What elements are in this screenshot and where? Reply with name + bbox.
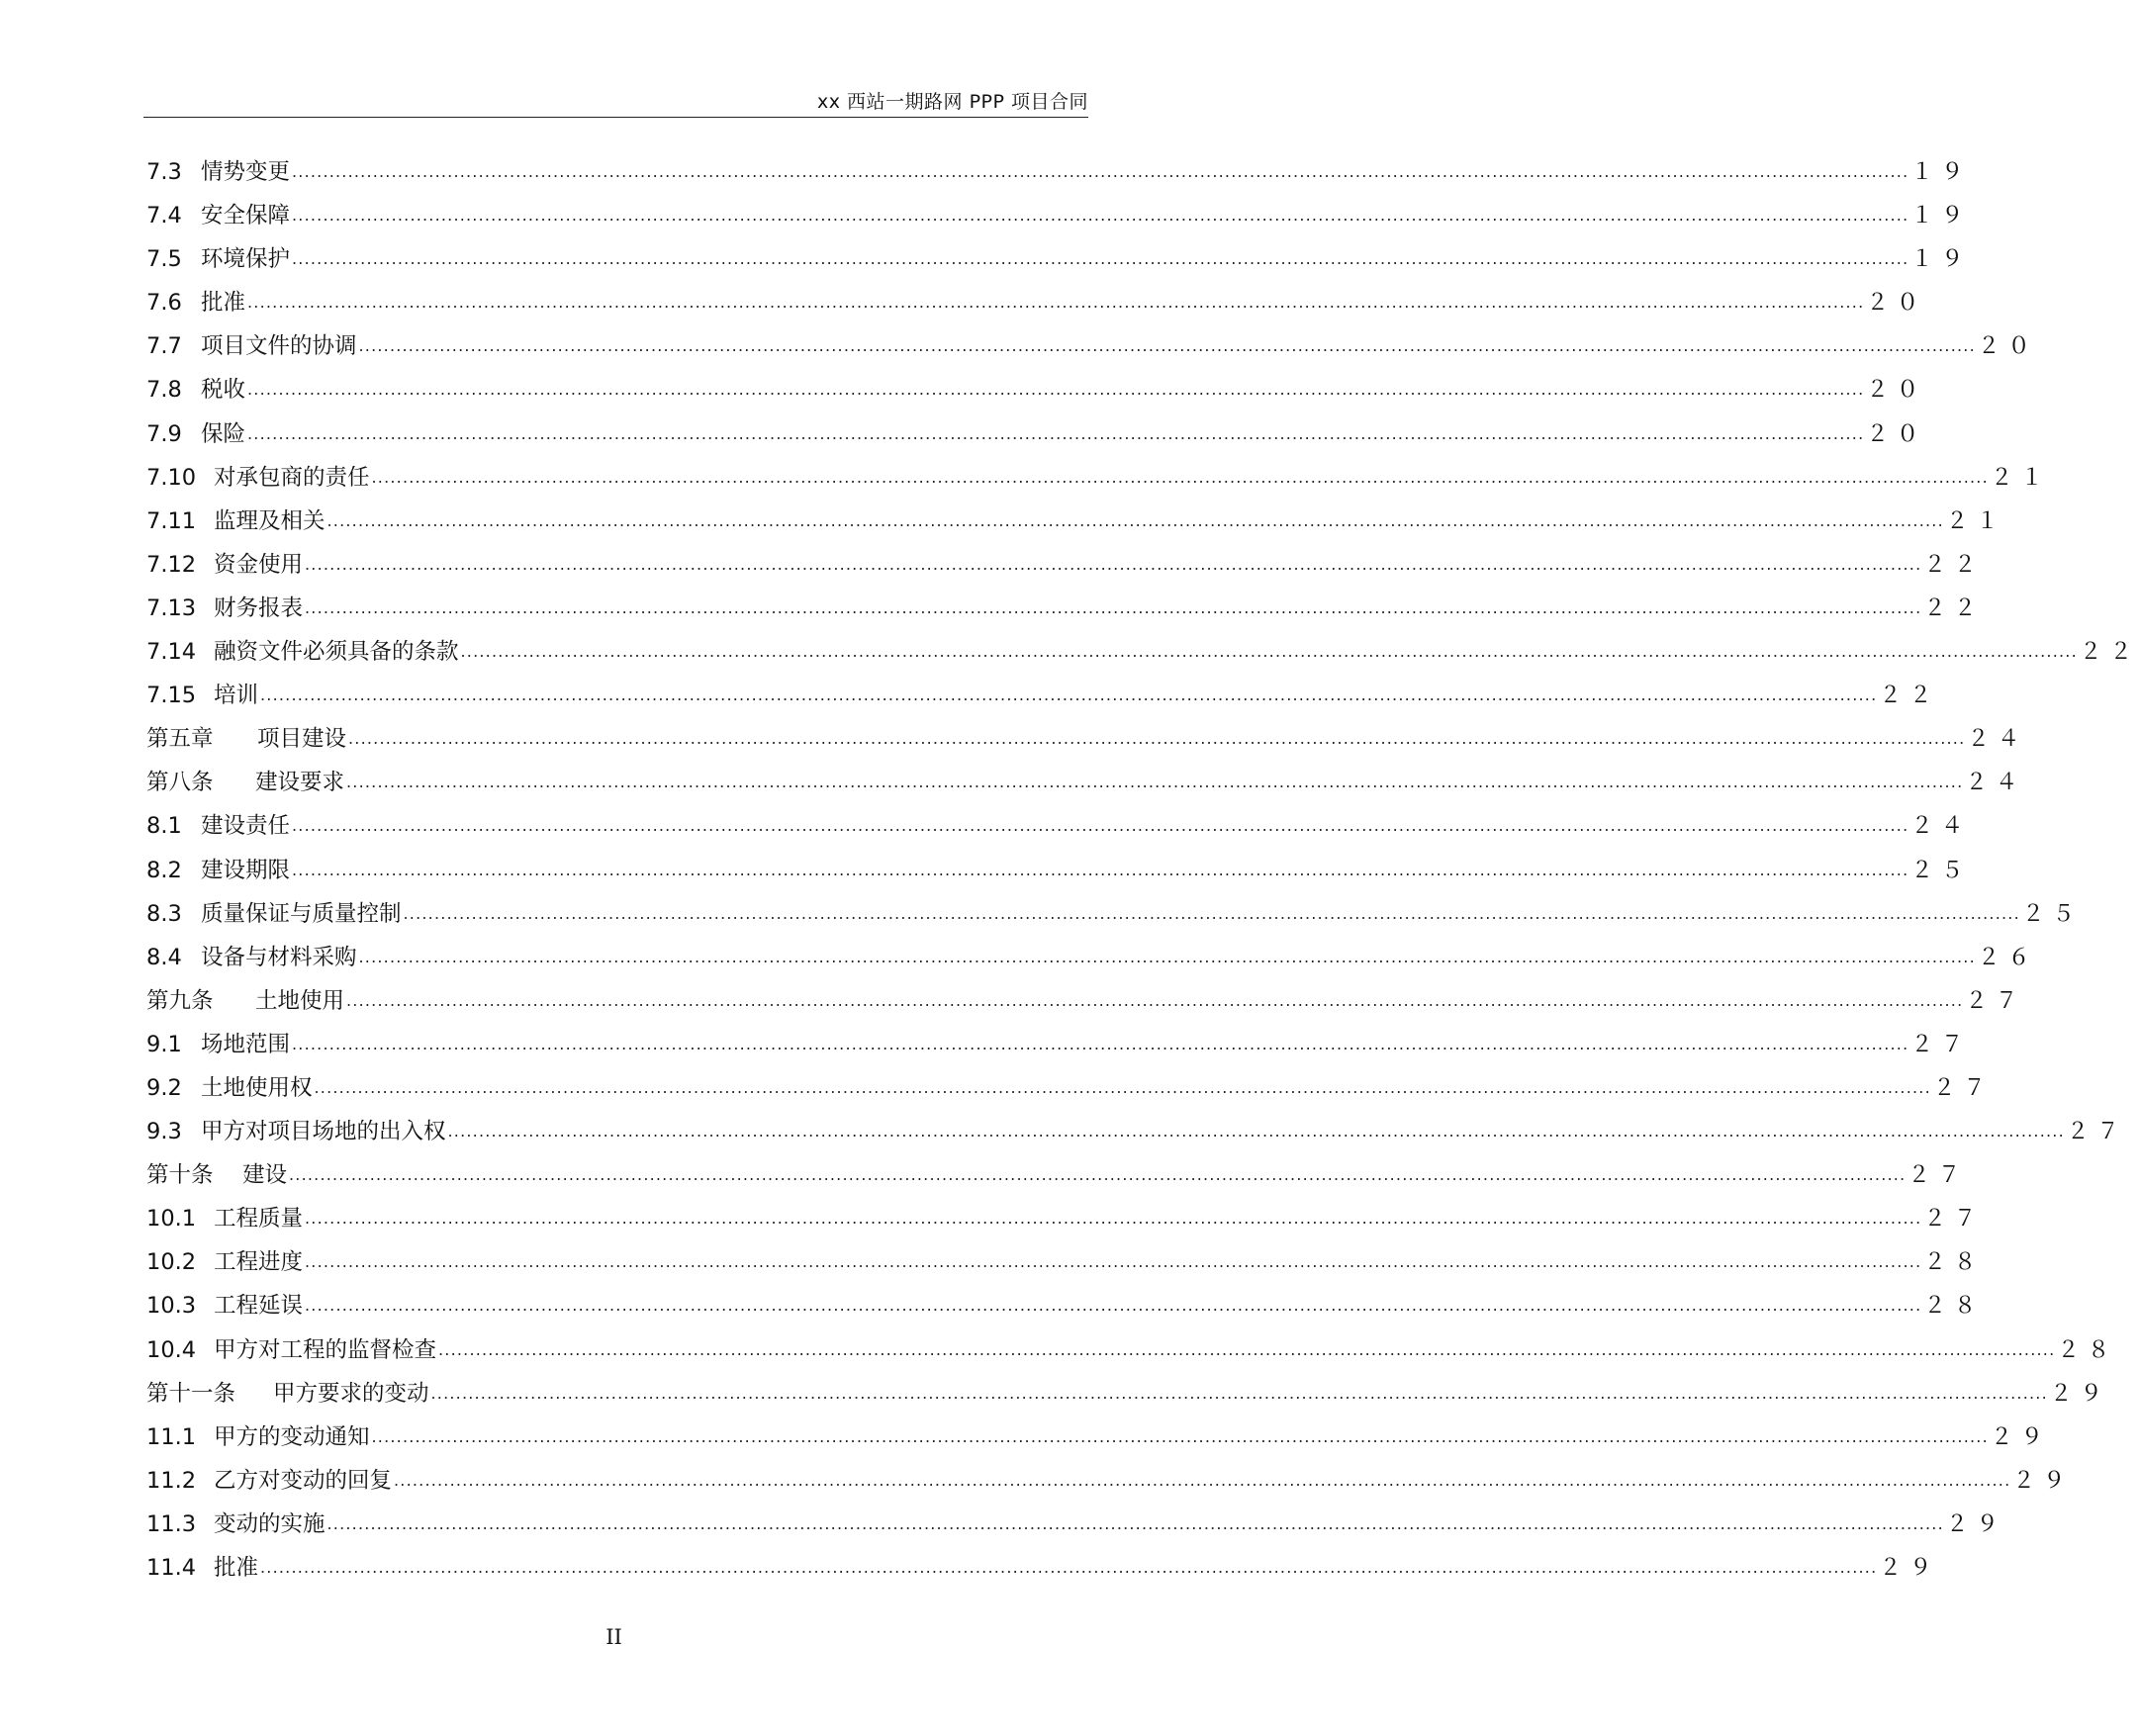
- toc-entry-number: 9.3: [146, 1119, 182, 1145]
- toc-entry-page: ２７: [1923, 1206, 1985, 1233]
- toc-entry-title: 情势变更: [201, 159, 291, 185]
- toc-entry-title: 建设: [242, 1162, 288, 1189]
- toc-leader-dots: ....................................................................................................................................................................................................................................................................: [430, 1383, 2048, 1403]
- toc-entry[interactable]: [146, 368, 1927, 411]
- toc-entry-page: ２７: [1907, 1162, 1969, 1189]
- toc-entry-page: ２９: [2049, 1380, 2110, 1407]
- toc-entry-number: 第五章: [146, 726, 214, 753]
- toc-entry-number: 11.2: [146, 1467, 197, 1494]
- toc-entry-title: 培训: [214, 683, 259, 709]
- toc-entry-title: 建设期限: [201, 857, 291, 883]
- toc-entry-number: 7.14: [146, 639, 197, 666]
- toc-entry[interactable]: [146, 194, 1972, 237]
- toc-entry-title: 甲方的变动通知: [214, 1423, 370, 1450]
- toc-entry-page: ２４: [1910, 813, 1972, 840]
- toc-entry-page: ２８: [1923, 1249, 1985, 1276]
- toc-entry-number: 第九条: [146, 987, 214, 1014]
- toc-leader-dots: ....................................................................................................................................................................................................................................................................: [292, 249, 1909, 269]
- toc-entry[interactable]: [146, 892, 2083, 936]
- toc-entry-title: 对承包商的责任: [214, 464, 370, 491]
- toc-leader-dots: ....................................................................................................................................................................................................................................................................: [305, 1296, 1922, 1316]
- toc-entry-page: ２５: [1910, 857, 1972, 883]
- toc-entry-title: 监理及相关: [214, 507, 326, 534]
- toc-leader-dots: ....................................................................................................................................................................................................................................................................: [358, 336, 1976, 356]
- toc-entry[interactable]: [146, 1240, 1985, 1284]
- toc-leader-dots: ....................................................................................................................................................................................................................................................................: [346, 773, 1964, 792]
- toc-entry-page: ２４: [1965, 770, 2026, 796]
- toc-entry[interactable]: [146, 630, 2140, 674]
- toc-entry-title: 项目文件的协调: [201, 333, 357, 360]
- toc-entry-number: 7.4: [146, 203, 182, 229]
- toc-entry[interactable]: [146, 1023, 1972, 1066]
- toc-leader-dots: ....................................................................................................................................................................................................................................................................: [260, 685, 1878, 705]
- toc-entry-number: 7.13: [146, 594, 197, 621]
- toc-entry-title: 建设责任: [201, 813, 291, 840]
- toc-entry-number: 10.4: [146, 1336, 197, 1363]
- toc-entry-number: 7.6: [146, 290, 182, 317]
- toc-entry[interactable]: [146, 1459, 2074, 1503]
- toc-entry-page: ２９: [1990, 1423, 2051, 1450]
- toc-leader-dots: ....................................................................................................................................................................................................................................................................: [292, 860, 1909, 879]
- toc-entry-title: 工程进度: [214, 1249, 304, 1276]
- toc-entry[interactable]: [146, 674, 1940, 717]
- toc-entry[interactable]: [146, 1546, 1940, 1590]
- toc-leader-dots: ....................................................................................................................................................................................................................................................................: [326, 1513, 1944, 1533]
- toc-entry[interactable]: [146, 717, 2028, 761]
- toc-entry[interactable]: [146, 500, 2006, 543]
- table-of-contents: [146, 150, 2140, 1590]
- toc-leader-dots: ....................................................................................................................................................................................................................................................................: [305, 554, 1922, 574]
- toc-entry-title: 土地使用权: [201, 1074, 313, 1101]
- toc-entry-title: 环境保护: [201, 246, 291, 273]
- toc-entry-page: ２２: [1879, 683, 1940, 709]
- toc-leader-dots: ....................................................................................................................................................................................................................................................................: [292, 206, 1909, 226]
- toc-leader-dots: ....................................................................................................................................................................................................................................................................: [247, 380, 1865, 400]
- toc-entry-title: 甲方要求的变动: [273, 1380, 429, 1407]
- toc-entry-title: 土地使用: [255, 987, 345, 1014]
- toc-entry-page: ２９: [1879, 1555, 1940, 1581]
- toc-entry[interactable]: [146, 456, 2051, 500]
- toc-entry-number: 10.3: [146, 1293, 197, 1320]
- toc-entry-number: 11.3: [146, 1510, 197, 1537]
- toc-entry-title: 融资文件必须具备的条款: [214, 639, 459, 666]
- toc-entry[interactable]: [146, 543, 1985, 587]
- toc-entry[interactable]: [146, 1197, 1985, 1240]
- toc-leader-dots: ....................................................................................................................................................................................................................................................................: [358, 947, 1976, 966]
- toc-entry[interactable]: [146, 1416, 2051, 1459]
- toc-entry-title: 资金使用: [214, 551, 304, 578]
- toc-entry-number: 7.8: [146, 377, 182, 404]
- toc-leader-dots: ....................................................................................................................................................................................................................................................................: [314, 1077, 1931, 1097]
- toc-entry-number: 10.1: [146, 1206, 197, 1233]
- toc-entry-number: 8.1: [146, 813, 182, 840]
- toc-entry-page: ２２: [1923, 594, 1985, 621]
- toc-entry-title: 工程质量: [214, 1206, 304, 1233]
- toc-entry-number: 7.15: [146, 683, 197, 709]
- toc-leader-dots: ....................................................................................................................................................................................................................................................................: [292, 1034, 1909, 1053]
- toc-entry[interactable]: [146, 1503, 2006, 1546]
- toc-entry-title: 甲方对工程的监督检查: [214, 1336, 437, 1363]
- toc-leader-dots: ....................................................................................................................................................................................................................................................................: [371, 467, 1989, 487]
- toc-entry[interactable]: [146, 412, 1927, 456]
- toc-entry-title: 甲方对项目场地的出入权: [201, 1119, 446, 1145]
- toc-entry-page: １９: [1910, 246, 1972, 273]
- toc-entry-page: １９: [1910, 203, 1972, 229]
- toc-entry-page: ２７: [1965, 987, 2026, 1014]
- toc-entry[interactable]: [146, 281, 1927, 324]
- toc-entry-number: 7.10: [146, 464, 197, 491]
- toc-leader-dots: ....................................................................................................................................................................................................................................................................: [292, 162, 1909, 181]
- toc-entry-page: ２７: [1932, 1074, 1994, 1101]
- toc-leader-dots: ....................................................................................................................................................................................................................................................................: [305, 1209, 1922, 1229]
- toc-entry-page: ２０: [1977, 333, 2038, 360]
- toc-entry-page: ２２: [1923, 551, 1985, 578]
- toc-entry-title: 批准: [214, 1555, 259, 1581]
- toc-entry[interactable]: [146, 1284, 1985, 1327]
- toc-entry-title: 税收: [201, 377, 246, 404]
- toc-entry-number: 7.5: [146, 246, 182, 273]
- toc-entry-title: 项目建设: [257, 726, 347, 753]
- toc-entry-page: ２８: [2057, 1336, 2118, 1363]
- toc-entry-page: ２９: [1945, 1510, 2006, 1537]
- toc-entry-title: 安全保障: [201, 203, 291, 229]
- toc-entry-title: 工程延误: [214, 1293, 304, 1320]
- running-header: xx 西站一期路网 PPP 项目合同: [817, 91, 1088, 113]
- toc-entry[interactable]: [146, 804, 1972, 848]
- toc-entry-title: 场地范围: [201, 1031, 291, 1057]
- toc-entry[interactable]: [146, 761, 2026, 804]
- toc-entry-title: 保险: [201, 420, 246, 447]
- toc-entry[interactable]: [146, 150, 1972, 194]
- toc-leader-dots: ....................................................................................................................................................................................................................................................................: [305, 597, 1922, 617]
- toc-entry-page: ２８: [1923, 1293, 1985, 1320]
- toc-entry-page: ２９: [2012, 1467, 2074, 1494]
- toc-entry[interactable]: [146, 1110, 2127, 1153]
- toc-entry[interactable]: [146, 1066, 1994, 1110]
- toc-leader-dots: ....................................................................................................................................................................................................................................................................: [247, 293, 1865, 313]
- toc-leader-dots: ....................................................................................................................................................................................................................................................................: [403, 903, 2020, 923]
- toc-leader-dots: ....................................................................................................................................................................................................................................................................: [438, 1339, 2056, 1359]
- toc-entry-title: 财务报表: [214, 594, 304, 621]
- toc-entry[interactable]: [146, 237, 1972, 281]
- toc-entry-number: 第十一条: [146, 1380, 236, 1407]
- toc-leader-dots: ....................................................................................................................................................................................................................................................................: [260, 1558, 1878, 1577]
- toc-entry-number: 8.2: [146, 857, 182, 883]
- toc-entry[interactable]: [146, 324, 2038, 368]
- toc-entry-number: 8.4: [146, 944, 182, 970]
- toc-entry-page: ２０: [1866, 290, 1927, 317]
- toc-leader-dots: ....................................................................................................................................................................................................................................................................: [292, 816, 1909, 836]
- toc-entry-page: ２１: [1990, 464, 2051, 491]
- toc-entry-title: 设备与材料采购: [201, 944, 357, 970]
- toc-entry-page: ２０: [1866, 420, 1927, 447]
- toc-leader-dots: ....................................................................................................................................................................................................................................................................: [289, 1165, 1907, 1185]
- toc-leader-dots: ....................................................................................................................................................................................................................................................................: [305, 1252, 1922, 1272]
- toc-entry[interactable]: [146, 936, 2038, 979]
- toc-entry-title: 批准: [201, 290, 246, 317]
- toc-entry-number: 8.3: [146, 900, 182, 927]
- toc-entry-page: ２１: [1945, 507, 2006, 534]
- toc-entry-number: 10.2: [146, 1249, 197, 1276]
- toc-entry-page: ２２: [2079, 639, 2140, 666]
- toc-entry-page: ２４: [1967, 726, 2028, 753]
- toc-entry-title: 建设要求: [255, 770, 345, 796]
- toc-entry[interactable]: [146, 1328, 2118, 1372]
- toc-leader-dots: ....................................................................................................................................................................................................................................................................: [346, 990, 1964, 1010]
- toc-entry-page: ２７: [2066, 1119, 2127, 1145]
- page-number: II: [605, 1625, 622, 1649]
- toc-entry-number: 7.3: [146, 159, 182, 185]
- toc-entry-number: 9.1: [146, 1031, 182, 1057]
- toc-leader-dots: ....................................................................................................................................................................................................................................................................: [348, 729, 1966, 749]
- toc-entry-page: ２０: [1866, 377, 1927, 404]
- toc-entry-page: ２７: [1910, 1031, 1972, 1057]
- toc-entry-number: 11.4: [146, 1555, 197, 1581]
- toc-entry-number: 第十条: [146, 1162, 214, 1189]
- toc-leader-dots: ....................................................................................................................................................................................................................................................................: [460, 642, 2078, 662]
- toc-entry-title: 变动的实施: [214, 1510, 326, 1537]
- toc-entry-number: 第八条: [146, 770, 214, 796]
- toc-entry-number: 7.11: [146, 507, 197, 534]
- toc-entry-number: 7.7: [146, 333, 182, 360]
- toc-entry-title: 乙方对变动的回复: [214, 1467, 393, 1494]
- toc-entry-page: ２５: [2021, 900, 2083, 927]
- toc-leader-dots: ....................................................................................................................................................................................................................................................................: [247, 423, 1865, 443]
- toc-entry-number: 7.12: [146, 551, 197, 578]
- toc-entry-number: 9.2: [146, 1074, 182, 1101]
- toc-leader-dots: ....................................................................................................................................................................................................................................................................: [326, 510, 1944, 530]
- toc-entry-number: 11.1: [146, 1423, 197, 1450]
- toc-entry[interactable]: [146, 1153, 1969, 1197]
- toc-entry[interactable]: [146, 979, 2026, 1023]
- toc-entry-number: 7.9: [146, 420, 182, 447]
- toc-leader-dots: ....................................................................................................................................................................................................................................................................: [447, 1122, 2065, 1142]
- header-rule: [143, 117, 1088, 118]
- toc-entry[interactable]: [146, 849, 1972, 892]
- toc-leader-dots: ....................................................................................................................................................................................................................................................................: [394, 1470, 2011, 1490]
- toc-entry-page: ２６: [1977, 944, 2038, 970]
- toc-entry[interactable]: [146, 1372, 2110, 1416]
- toc-entry-page: １９: [1910, 159, 1972, 185]
- toc-leader-dots: ....................................................................................................................................................................................................................................................................: [371, 1426, 1989, 1446]
- toc-entry[interactable]: [146, 587, 1985, 630]
- toc-entry-title: 质量保证与质量控制: [201, 900, 402, 927]
